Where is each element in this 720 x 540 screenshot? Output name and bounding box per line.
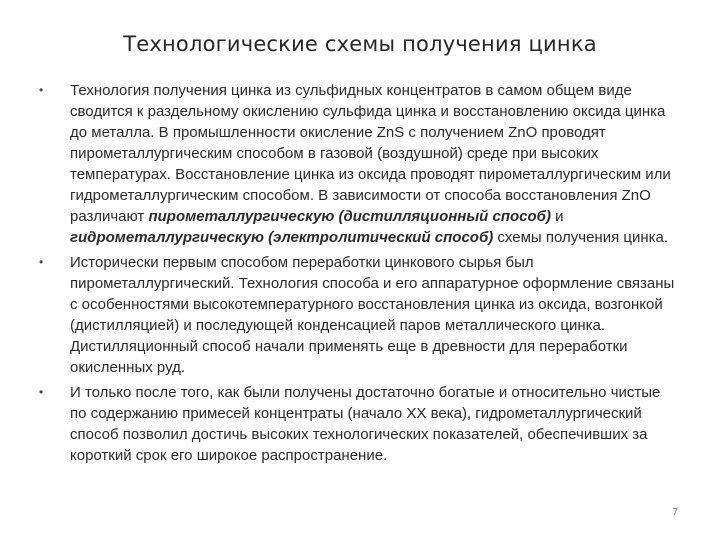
- emphasis-pyrometallurgical: пирометаллургическую (дистилляционный способ): [148, 208, 551, 225]
- bullet-item: [38, 382, 678, 466]
- bullet-icon: •: [39, 385, 44, 399]
- page-number: 7: [672, 507, 678, 518]
- emphasis-hydrometallurgical: гидрометаллургическую (электролитический способ): [70, 229, 494, 246]
- bullet-text-part: схемы получения цинка.: [493, 229, 669, 246]
- bullet-text: [70, 82, 671, 246]
- bullet-text: Исторически первым способом переработки цинкового сырья был пирометаллургический. Технология способа и его аппаратурное оформление связаны с особенностями высокотемпературного восстановления цинка из оксида, возгонкой (дистилляцией) и последующей конденсацией паров металлического цинка. Дистилляционный способ начали применять еще в древности для переработки окисленных руд.: [70, 254, 675, 376]
- bullet-item: [38, 80, 678, 248]
- bullet-text-part: Технология получения цинка из сульфидных концентратов в самом общем виде сводится к раздельному окислению сульфида цинка и восстановлению оксида цинка до металла. В промышленности окисление ZnS с получением ZnO проводят пирометаллургическим способом в газовой (воздушной) среде при высоких температурах. Восстановление цинка из оксида проводят пирометаллургическим или гидрометаллургическим способом. В зависимости от способа восстановления ZnO различают: [70, 82, 671, 225]
- bullet-text: И только после того, как были получены достаточно богатые и относительно чистые по содержанию примесей концентраты (начало XX века), гидрометаллургический способ позволил достичь высоких технологических показателей, обеспечивших за короткий срок его широкое распространение.: [70, 384, 661, 464]
- bullet-text-part: и: [550, 208, 564, 225]
- slide-title: Технологические схемы получения цинка: [123, 32, 597, 56]
- bullet-icon: •: [39, 255, 44, 269]
- bullet-list: [38, 80, 678, 470]
- bullet-item: [38, 252, 678, 378]
- bullet-icon: •: [39, 83, 44, 97]
